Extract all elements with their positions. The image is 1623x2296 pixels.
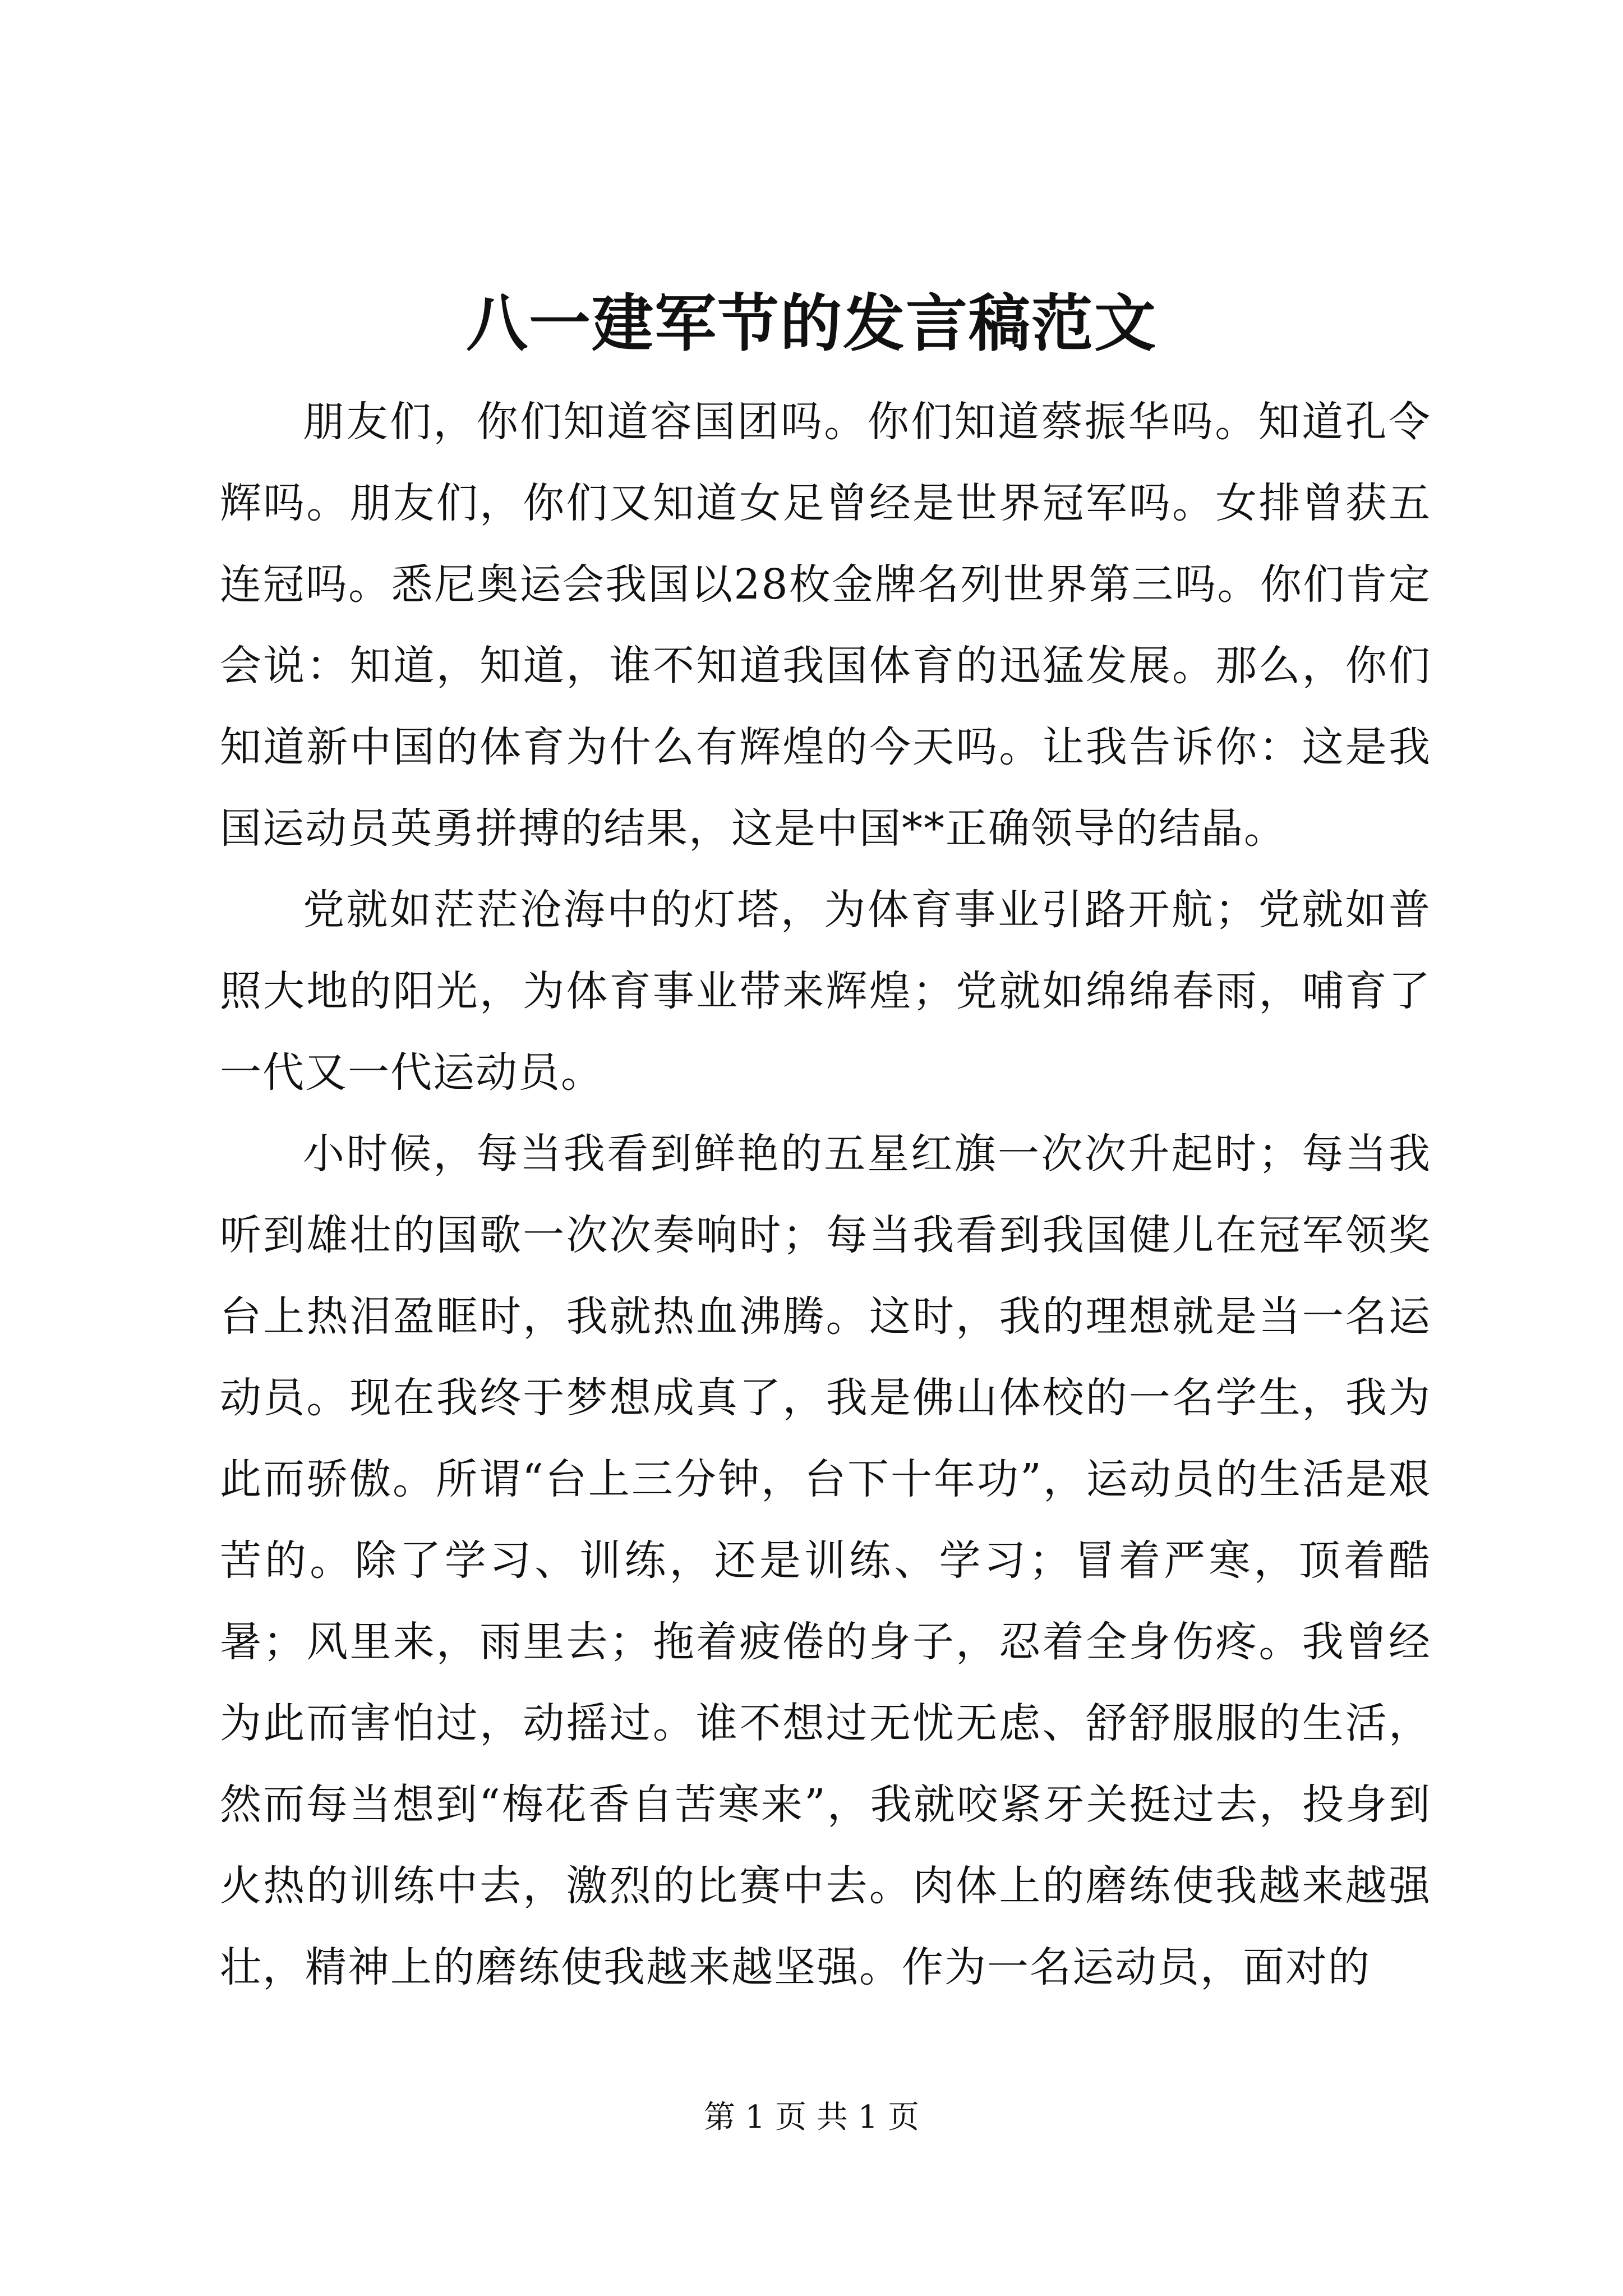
paragraph-1: 朋友们，你们知道容国团吗。你们知道蔡振华吗。知道孔令辉吗。朋友们，你们又知道女足曾经是世界冠军吗。女排曾获五连冠吗。悉尼奥运会我国以28枚金牌名列世界第三吗。你们肯定会说：知道，知道，谁不知道我国体育的迅猛发展。那么，你们知道新中国的体育为什么有辉煌的今天吗。让我告诉你：这是我国运动员英勇拼搏的结果，这是中国**正确领导的结晶。 — [220, 398, 1431, 853]
document-body — [220, 381, 1431, 2008]
document-title: 八一建军节的发言稿范文 — [466, 287, 1157, 360]
paragraph-2: 党就如茫茫沧海中的灯塔，为体育事业引路开航；党就如普照大地的阳光，为体育事业带来辉煌；党就如绵绵春雨，哺育了一代又一代运动员。 — [220, 886, 1431, 1097]
paragraph-3: 小时候，每当我看到鲜艳的五星红旗一次次升起时；每当我听到雄壮的国歌一次次奏响时；每当我看到我国健儿在冠军领奖台上热泪盈眶时，我就热血沸腾。这时，我的理想就是当一名运动员。现在我终于梦想成真了，我是佛山体校的一名学生，我为此而骄傲。所谓“台上三分钟，台下十年功”，运动员的生活是艰苦的。除了学习、训练，还是训练、学习；冒着严寒，顶着酷暑；风里来，雨里去；拖着疲倦的身子，忍着全身伤疼。我曾经为此而害怕过，动摇过。谁不想过无忧无虑、舒舒服服的生活，然而每当想到“梅花香自苦寒来”，我就咬紧牙关挺过去，投身到火热的训练中去，激烈的比赛中去。肉体上的磨练使我越来越强壮，精神上的磨练使我越来越坚强。作为一名运动员，面对的 — [220, 1130, 1431, 1991]
page-footer: 第 1 页 共 1 页 — [703, 2099, 920, 2136]
